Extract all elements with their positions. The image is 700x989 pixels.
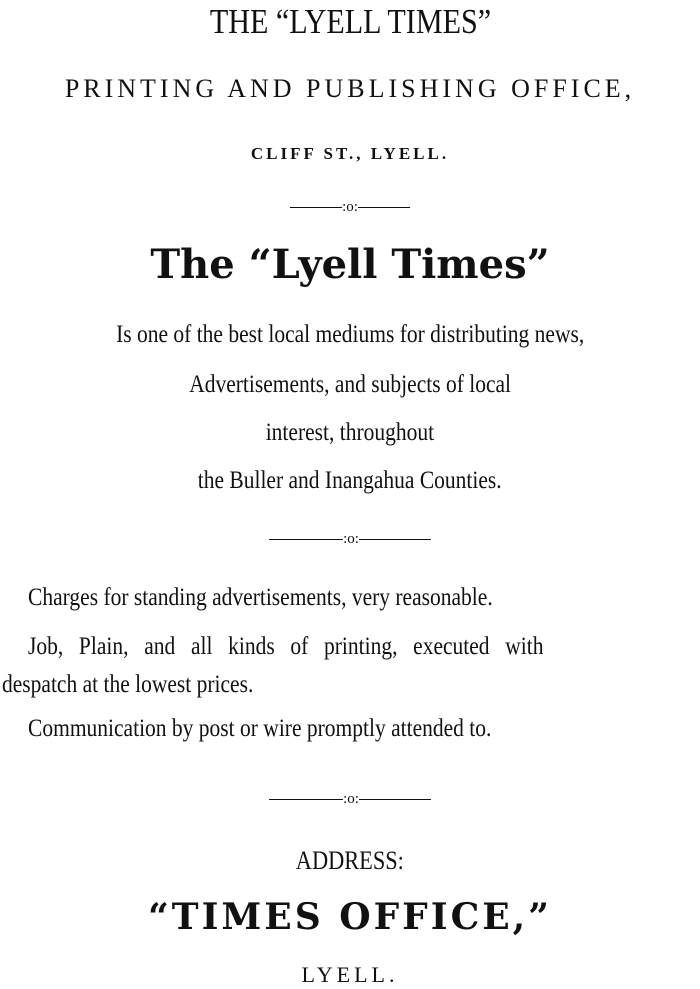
divider: :o: <box>0 532 700 547</box>
feature-line-3: interest, throughout <box>265 419 435 446</box>
divider: :o: <box>0 792 700 807</box>
address-name: “TIMES OFFICE,” <box>148 896 552 938</box>
address-town: LYELL. <box>301 962 399 987</box>
charges-line: Charges for standing advertisements, very reasonable. <box>28 584 493 611</box>
masthead: THE “LYELL TIMES” <box>209 2 491 41</box>
street-address: CLIFF ST., LYELL. <box>250 144 450 163</box>
paper-title: The “Lyell Times” <box>150 241 550 288</box>
feature-line-4: the Buller and Inangahua Counties. <box>198 467 502 494</box>
job-line-1: Job, Plain, and all kinds of printing, executed with <box>28 633 544 660</box>
divider: :o: <box>0 200 700 215</box>
feature-line-1: Is one of the best local mediums for distributing news, <box>115 321 585 348</box>
address-label: ADDRESS: <box>295 846 405 875</box>
communication-line: Communication by post or wire promptly attended to. <box>28 715 492 742</box>
feature-line-2: Advertisements, and subjects of local <box>189 371 511 398</box>
office-title: PRINTING AND PUBLISHING OFFICE, <box>64 74 636 103</box>
job-line-2: despatch at the lowest prices. <box>2 671 254 698</box>
